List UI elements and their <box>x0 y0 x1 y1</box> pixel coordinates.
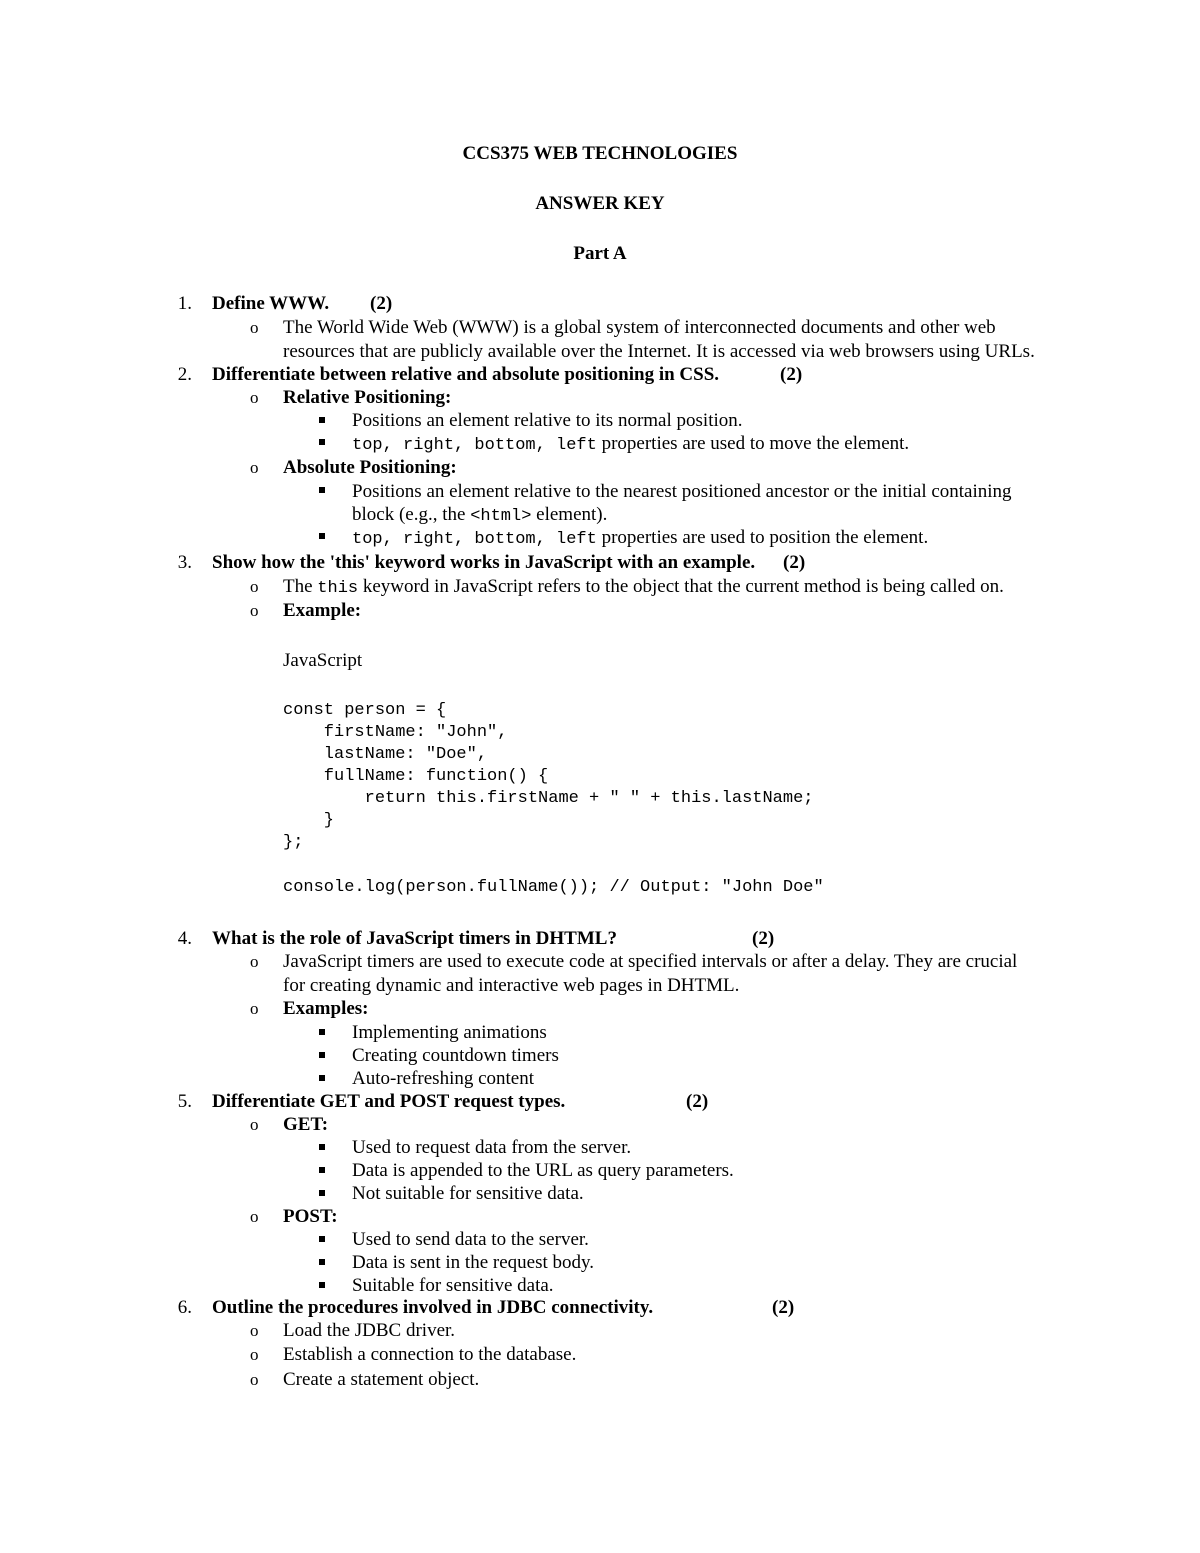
answer-line: resources that are publicly available over the Internet. It is accessed via web browsers using URLs. <box>283 341 1035 362</box>
question-marks: (2) <box>686 1091 709 1112</box>
list-item: Data is sent in the request body. <box>352 1252 595 1273</box>
list-item: Auto-refreshing content <box>352 1068 535 1089</box>
question-text: Define WWW. <box>212 293 330 314</box>
answer-line: The World Wide Web (WWW) is a global system of interconnected documents and other web <box>283 317 996 338</box>
bullet-square <box>319 1144 325 1150</box>
question-number: 3. <box>177 552 192 573</box>
bullet-square <box>319 1167 325 1173</box>
bullet-circle: o <box>250 458 259 477</box>
bullet-circle: o <box>250 952 259 971</box>
section-heading: Part A <box>573 243 627 264</box>
list-item: Used to send data to the server. <box>352 1229 589 1250</box>
document-subtitle: ANSWER KEY <box>535 193 665 214</box>
question-number: 2. <box>177 364 192 385</box>
bullet-circle: o <box>250 1321 259 1340</box>
question-text: Differentiate GET and POST request types. <box>212 1091 566 1112</box>
bullet-circle: o <box>250 1370 259 1389</box>
bullet-square <box>319 1075 325 1081</box>
code-line: fullName: function() { <box>283 767 549 786</box>
question-marks: (2) <box>752 928 775 949</box>
list-item: Positions an element relative to its normal position. <box>352 410 743 431</box>
bullet-square <box>319 533 325 539</box>
list-item: Used to request data from the server. <box>352 1137 632 1158</box>
inline-code: this <box>317 579 359 598</box>
bullet-circle: o <box>250 577 259 596</box>
code-line: firstName: "John", <box>283 723 508 742</box>
code-line: console.log(person.fullName()); // Output: "John Doe" <box>283 878 824 897</box>
inline-code: <html> <box>470 507 532 526</box>
list-item: Implementing animations <box>352 1022 547 1043</box>
bullet-circle: o <box>250 1115 259 1134</box>
question-text: Differentiate between relative and absolute positioning in CSS. <box>212 364 720 385</box>
list-item-text: properties are used to position the element. <box>596 527 929 548</box>
bullet-square <box>319 1052 325 1058</box>
answer-line: The this keyword in JavaScript refers to the object that the current method is being called on. <box>283 576 1004 598</box>
list-item: Positions an element relative to the nearest positioned ancestor or the initial containing <box>352 481 1012 502</box>
list-item <box>352 526 928 551</box>
question-number: 4. <box>177 928 192 949</box>
question-number: 6. <box>177 1297 192 1318</box>
bullet-square <box>319 1190 325 1196</box>
inline-code: top, right, bottom, left <box>352 436 597 455</box>
list-item: Establish a connection to the database. <box>283 1344 577 1365</box>
code-line: }; <box>283 833 304 852</box>
list-item: Data is appended to the URL as query parameters. <box>352 1160 734 1181</box>
bullet-square <box>319 417 325 423</box>
bullet-square <box>319 1029 325 1035</box>
bullet-circle: o <box>250 318 259 337</box>
sub-heading: Absolute Positioning: <box>283 457 457 478</box>
list-item: Creating countdown timers <box>352 1045 559 1066</box>
bullet-circle: o <box>250 1207 259 1226</box>
list-item-text: properties are used to move the element. <box>596 433 910 454</box>
question-marks: (2) <box>772 1297 795 1318</box>
code-language-label: JavaScript <box>283 650 363 671</box>
question-number: 5. <box>177 1091 192 1112</box>
question-marks: (2) <box>370 293 393 314</box>
code-line: return this.firstName + " " + this.lastName; <box>283 789 814 808</box>
list-item: Load the JDBC driver. <box>283 1320 456 1341</box>
bullet-square <box>319 1282 325 1288</box>
code-line: const person = { <box>283 701 447 720</box>
bullet-square <box>319 439 325 445</box>
question-marks: (2) <box>783 552 806 573</box>
bullet-circle: o <box>250 1345 259 1364</box>
sub-heading: GET: <box>283 1114 329 1135</box>
question-text: Outline the procedures involved in JDBC connectivity. <box>212 1297 654 1318</box>
answer-line: for creating dynamic and interactive web pages in DHTML. <box>283 975 740 996</box>
sub-heading: POST: <box>283 1206 338 1227</box>
list-item: Not suitable for sensitive data. <box>352 1183 584 1204</box>
question-marks: (2) <box>780 364 803 385</box>
sub-heading: Relative Positioning: <box>283 387 452 408</box>
answer-line: JavaScript timers are used to execute code at specified intervals or after a delay. They are crucial <box>283 951 1018 972</box>
sub-heading: Example: <box>283 600 362 621</box>
bullet-circle: o <box>250 601 259 620</box>
list-item <box>352 432 909 457</box>
bullet-square <box>319 487 325 493</box>
bullet-square <box>319 1259 325 1265</box>
list-item-continuation: block (e.g., the <html> element). <box>352 504 608 526</box>
question-text: Show how the 'this' keyword works in JavaScript with an example. <box>212 552 756 573</box>
inline-code: top, right, bottom, left <box>352 530 597 549</box>
question-number: 1. <box>177 293 192 314</box>
list-item: Create a statement object. <box>283 1369 480 1390</box>
list-item: Suitable for sensitive data. <box>352 1275 554 1296</box>
bullet-circle: o <box>250 388 259 407</box>
bullet-square <box>319 1236 325 1242</box>
code-line: lastName: "Doe", <box>283 745 488 764</box>
sub-heading: Examples: <box>283 998 369 1019</box>
code-line: } <box>283 811 335 830</box>
question-text: What is the role of JavaScript timers in DHTML? <box>212 928 617 949</box>
course-title: CCS375 WEB TECHNOLOGIES <box>462 143 738 164</box>
bullet-circle: o <box>250 999 259 1018</box>
